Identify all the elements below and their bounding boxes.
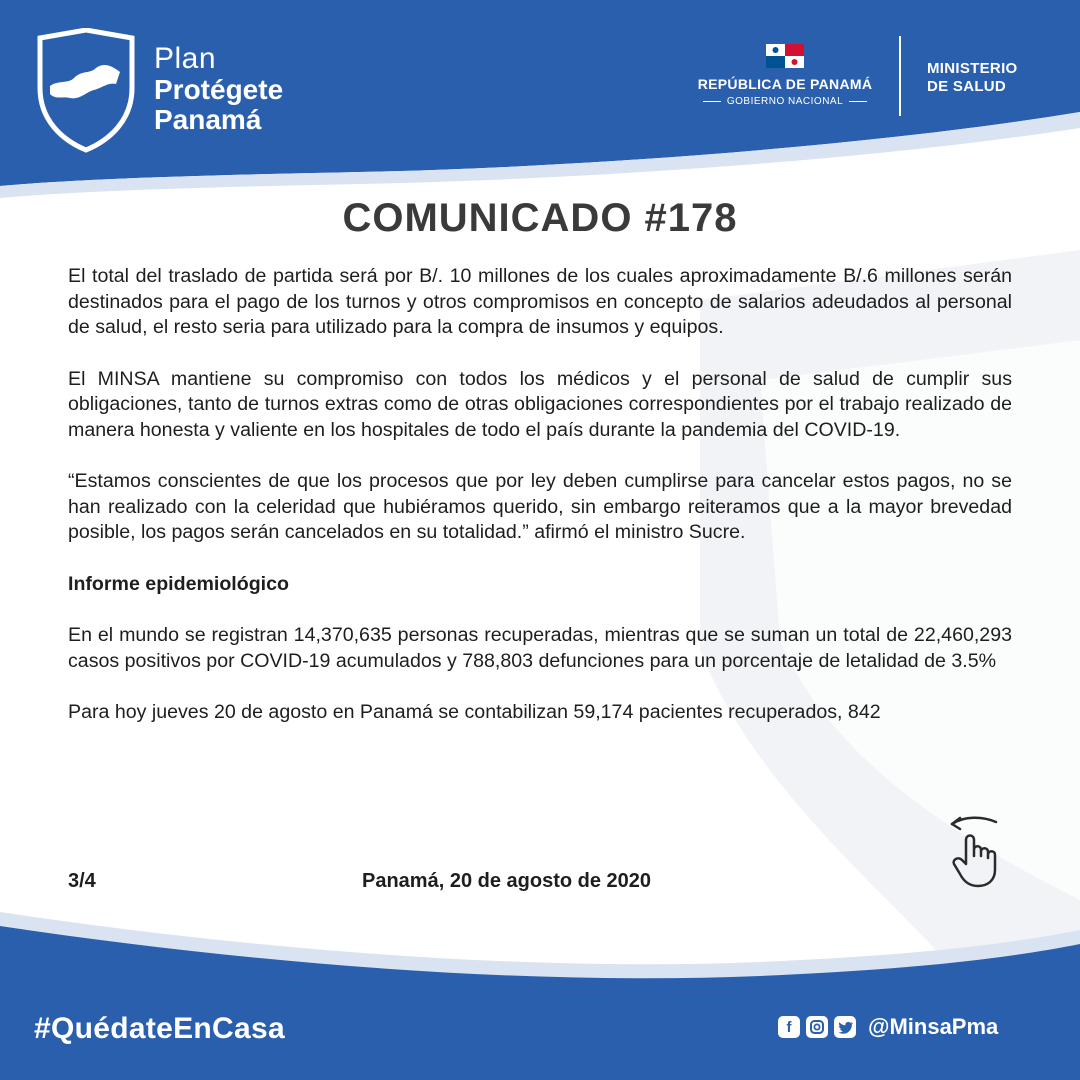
paragraph-commitment: El MINSA mantiene su compromiso con todos los médicos y el personal de salud de cumplir sus obligaciones, tanto de turnos extras como de otras obligaciones correspondientes por el trabajo realizado de manera honesta y valiente en los hospitales de todo el país durante la pandemia del COVID-19.: [68, 367, 1012, 441]
social-row: [778, 1014, 998, 1040]
divider-dash: [703, 101, 721, 102]
plan-word: Plan: [154, 42, 217, 75]
communique-title: COMUNICADO #178: [342, 196, 738, 240]
protegete-word: Protégete: [154, 74, 284, 105]
government-subtitle: GOBIERNO NACIONAL: [726, 96, 844, 107]
facebook-icon[interactable]: f: [778, 1016, 800, 1038]
communique-date: Panamá, 20 de agosto de 2020: [362, 870, 652, 892]
twitter-bird-glyph: [838, 1021, 853, 1034]
swipe-hand-icon: [948, 812, 1000, 888]
plan-protegete-logo-text: [154, 44, 283, 134]
instagram-glyph: [810, 1020, 824, 1034]
twitter-icon[interactable]: [834, 1016, 856, 1038]
paragraph-budget: El total del traslado de partida será por B/. 10 millones de los cuales aproximadamente B/.6 millones serán destinados para el pago de los turnos y otros compromisos en concepto de salarios adeudados al personal de salud, el resto seria para utilizado para la compra de insumos y equipos.: [68, 265, 1012, 338]
republic-name: REPÚBLICA DE PANAMÁ: [697, 76, 873, 92]
paragraph-panama-stats: Para hoy jueves 20 de agosto en Panamá se contabilizan 59,174 pacientes recuperados, 842: [68, 701, 881, 723]
paragraph-world-stats: En el mundo se registran 14,370,635 personas recuperadas, mientras que se suman un total de 22,460,293 casos positivos por COVID-19 acumulados y 788,803 defunciones para un porcentaje de letalidad de 3.5%: [68, 624, 1012, 672]
social-handle[interactable]: @MinsaPma: [868, 1014, 999, 1039]
ministry-line-2: DE SALUD: [927, 78, 1007, 95]
hashtag: #QuédateEnCasa: [34, 1012, 285, 1045]
divider-dash: [849, 101, 867, 102]
subheading-epidemiology: Informe epidemiológico: [68, 572, 289, 595]
header-divider: [899, 36, 901, 116]
government-block: [680, 44, 890, 107]
shield-logo-icon: [34, 28, 138, 154]
paragraph-quote: “Estamos conscientes de que los procesos que por ley deben cumplirse para cancelar estos pagos, no se han realizado con la celeridad que hubiéramos querido, sin embargo reiteramos que a la mayor brevedad posible, los pagos serán cancelados en su totalidad.” afirmó el ministro Sucre.: [68, 470, 1012, 543]
panama-flag-icon: [766, 44, 804, 68]
ministry-line-1: MINISTERIO: [927, 60, 1018, 77]
page-indicator: 3/4: [68, 870, 96, 892]
ministry-name: [927, 60, 1018, 96]
government-subtitle-row: [680, 96, 890, 107]
panama-word: Panamá: [154, 104, 262, 135]
instagram-icon[interactable]: [806, 1016, 828, 1038]
communique-body: [68, 264, 1012, 726]
